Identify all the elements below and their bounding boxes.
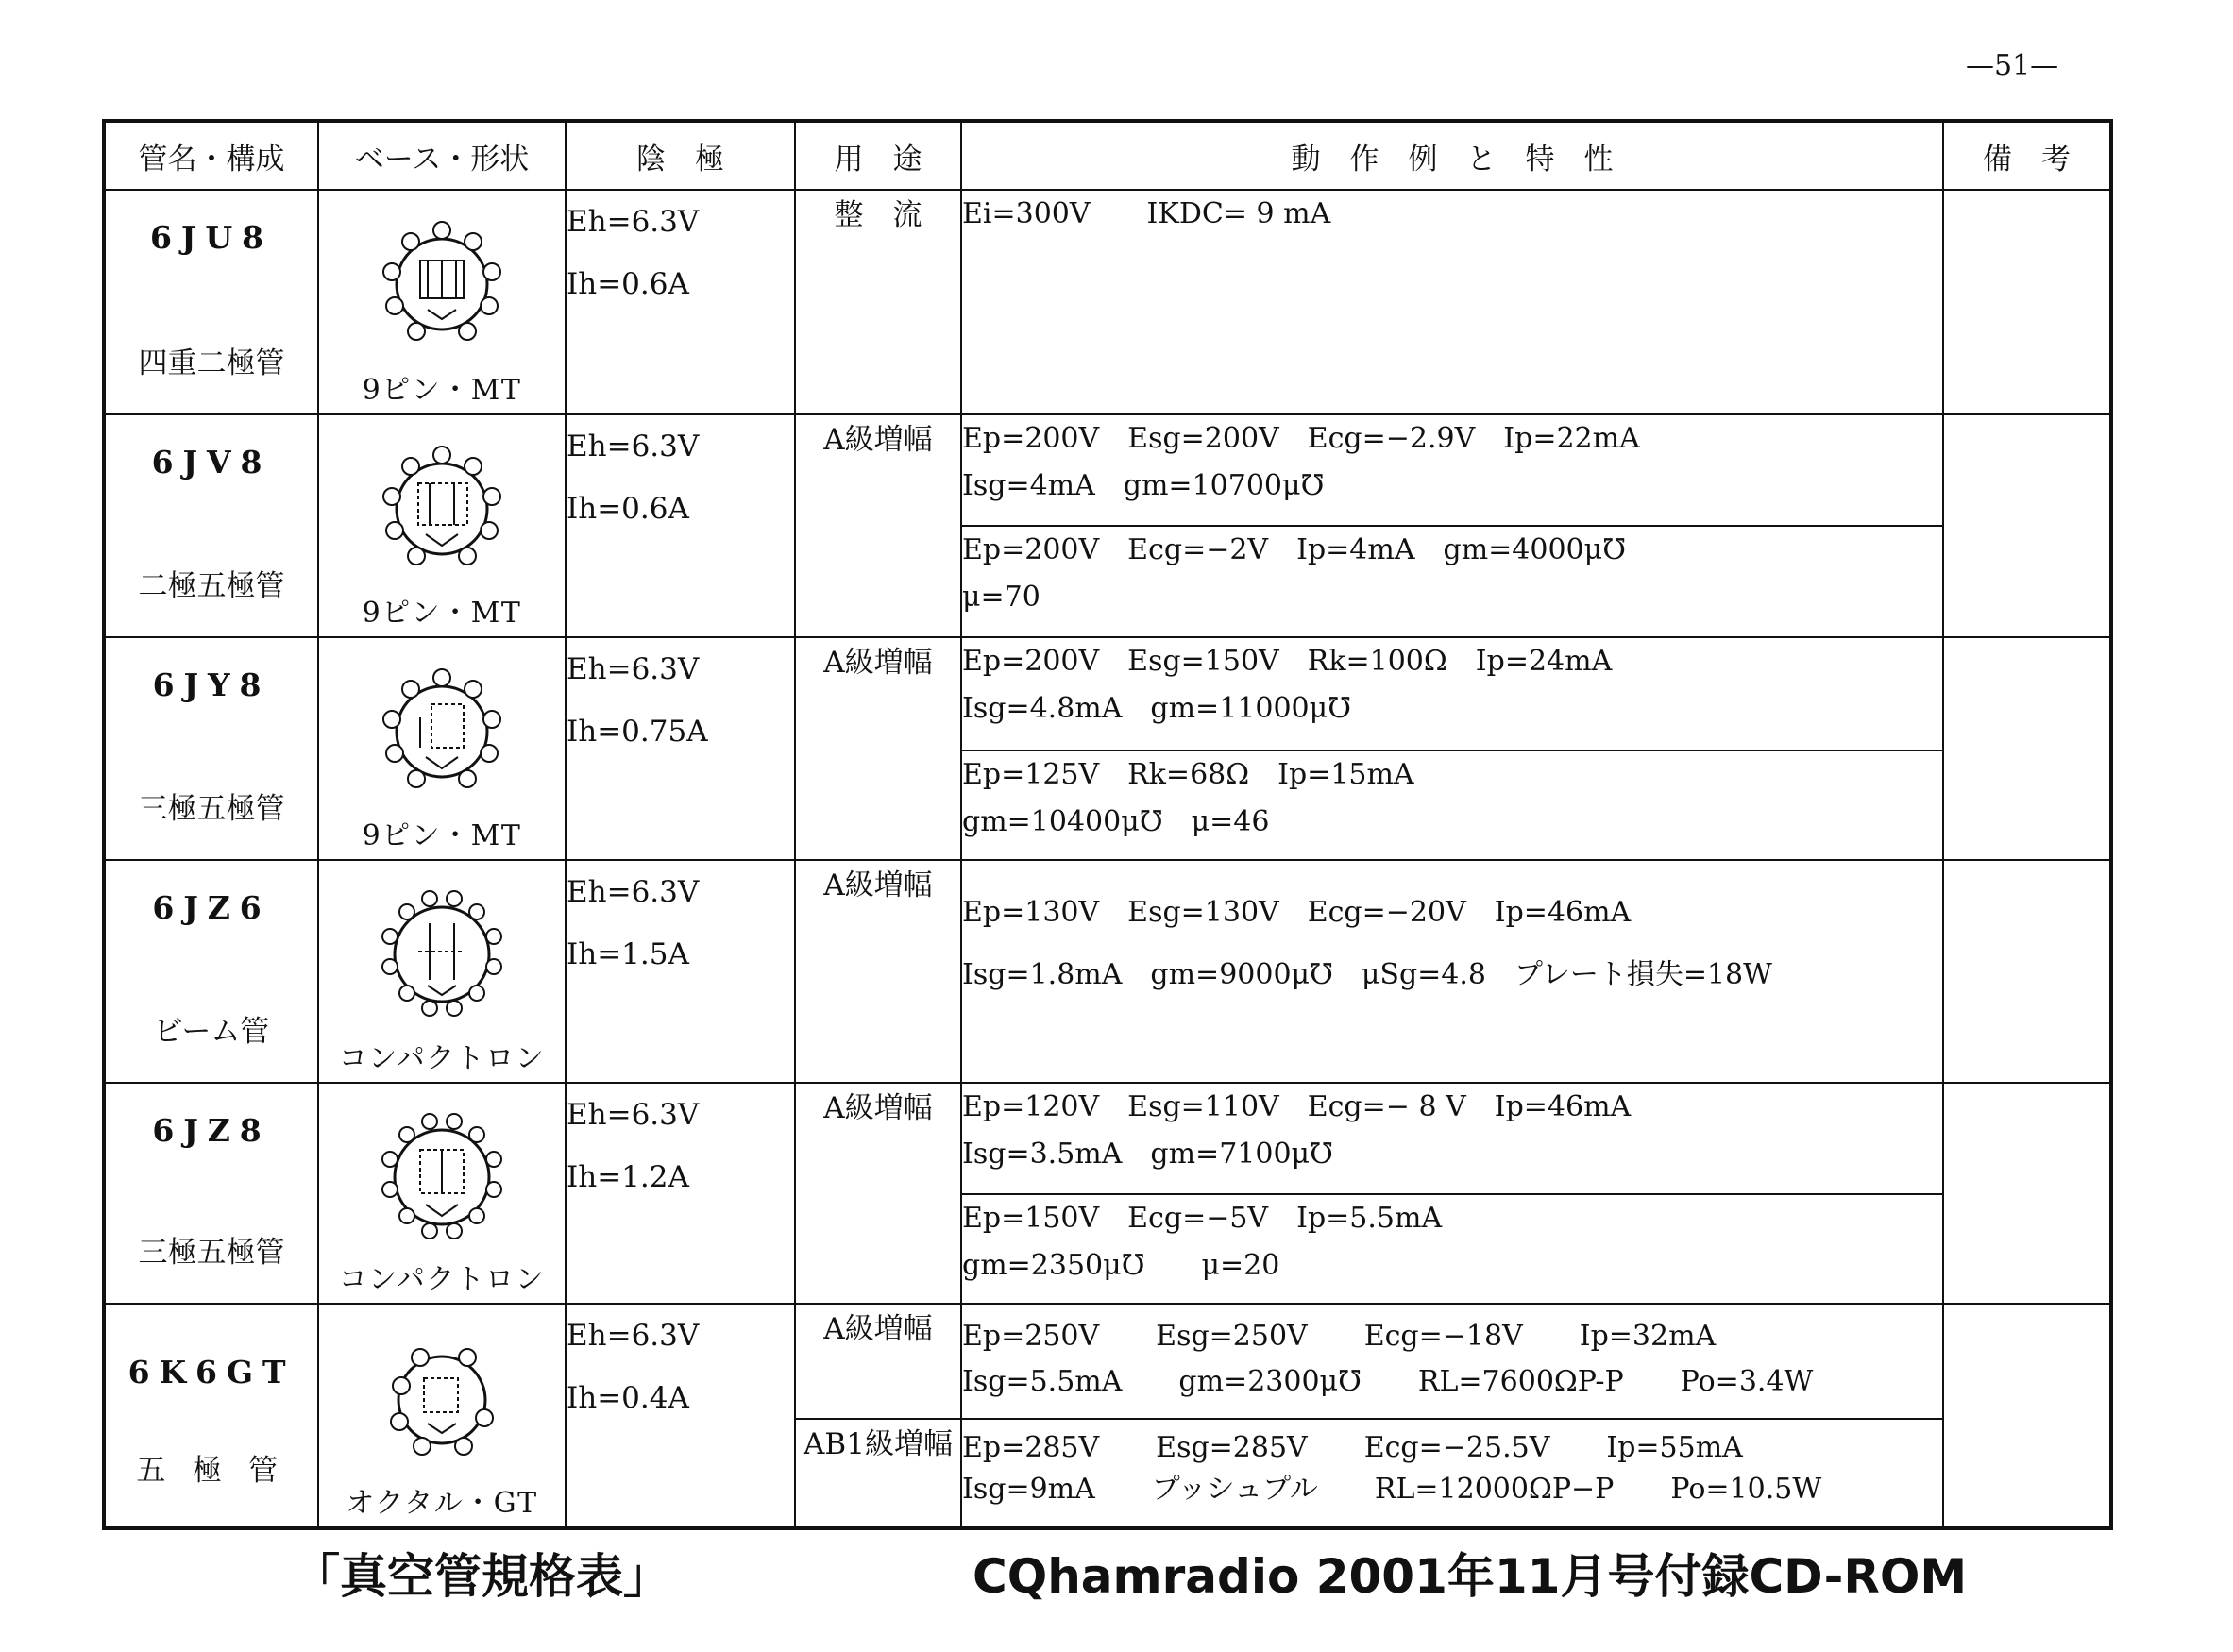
pin-diagram-icon (362, 651, 522, 812)
notes-cell (1943, 1083, 2111, 1304)
heater-current: Ih=0.6A (567, 492, 689, 526)
notes-cell (1943, 860, 2111, 1083)
base-label: 9ピン・MT (362, 374, 522, 407)
ops-line: Ep=120V Esg=110V Ecg=− 8 V Ip=46mA (962, 1090, 1632, 1123)
base-label: コンパクトロン (338, 1263, 546, 1296)
ops-cell (961, 1083, 1943, 1194)
heater-voltage: Eh=6.3V (567, 1098, 700, 1132)
table-row (104, 1083, 2111, 1194)
cathode-cell (566, 1083, 795, 1304)
use-cell: A級増幅 (795, 414, 961, 637)
header-name: 管名・構成 (104, 121, 318, 190)
notes-cell (1943, 190, 2111, 414)
notes-cell (1943, 1304, 2111, 1528)
ops-line: Isg=3.5mA gm=7100μ℧ (962, 1138, 1333, 1171)
name-cell (104, 1304, 318, 1528)
base-label: コンパクトロン (338, 1042, 546, 1075)
base-label: 9ピン・MT (362, 819, 522, 852)
ops-line: gm=2350μ℧ μ=20 (962, 1249, 1280, 1282)
footer-title: 「真空管規格表」 (293, 1549, 670, 1604)
ops-cell (961, 1304, 1943, 1419)
base-cell (318, 637, 566, 860)
base-cell (318, 1083, 566, 1304)
heater-voltage: Eh=6.3V (567, 205, 700, 239)
tube-type: ビーム管 (153, 1015, 270, 1049)
tube-name: 6JZ6 (152, 889, 271, 926)
table-row (104, 1304, 2111, 1419)
ops-line: gm=10400μ℧ μ=46 (962, 805, 1270, 838)
cathode-cell (566, 637, 795, 860)
use-cell: A級増幅 (795, 860, 961, 1083)
ops-line: Isg=4mA gm=10700μ℧ (962, 469, 1325, 502)
ops-line: Isg=4.8mA gm=11000μ℧ (962, 692, 1352, 725)
heater-voltage: Eh=6.3V (567, 875, 700, 909)
table-row (104, 414, 2111, 526)
ops-line: Isg=1.8mA gm=9000μ℧ μSg=4.8 プレート損失=18W (962, 958, 1772, 991)
ops-cell (961, 190, 1943, 414)
ops-line: Ep=250V Esg=250V Ecg=−18V Ip=32mA (962, 1320, 1717, 1353)
pin-diagram-icon (362, 204, 522, 364)
use-cell: A級増幅 (795, 1304, 961, 1419)
cathode-cell (566, 190, 795, 414)
ops-cell (961, 637, 1943, 750)
header-use: 用 途 (795, 121, 961, 190)
name-cell (104, 1083, 318, 1304)
ops-cell (961, 1194, 1943, 1304)
header-base: ベース・形状 (318, 121, 566, 190)
name-cell (104, 860, 318, 1083)
header-notes: 備 考 (1943, 121, 2111, 190)
ops-line: Ei=300V IKDC= 9 mA (962, 197, 1331, 230)
ops-line: Isg=9mA プッシュプル RL=12000ΩP−P Po=10.5W (962, 1473, 1822, 1506)
use-cell: AB1級増幅 (795, 1419, 961, 1528)
pin-diagram-icon (362, 1097, 522, 1257)
name-cell (104, 414, 318, 637)
heater-voltage: Eh=6.3V (567, 430, 700, 464)
notes-cell (1943, 637, 2111, 860)
notes-cell (1943, 414, 2111, 637)
use-cell: A級増幅 (795, 1083, 961, 1304)
ops-line: Ep=130V Esg=130V Ecg=−20V Ip=46mA (962, 896, 1632, 929)
base-cell (318, 1304, 566, 1528)
tube-type: 三極五極管 (138, 1236, 285, 1270)
ops-cell (961, 860, 1943, 1083)
pin-diagram-icon (362, 429, 522, 589)
heater-voltage: Eh=6.3V (567, 1319, 700, 1353)
name-cell (104, 190, 318, 414)
use-cell: A級増幅 (795, 637, 961, 860)
heater-current: Ih=1.2A (567, 1160, 689, 1194)
ops-line: Ep=150V Ecg=−5V Ip=5.5mA (962, 1202, 1443, 1235)
ops-cell (961, 526, 1943, 637)
ops-line: Isg=5.5mA gm=2300μ℧ RL=7600ΩP-P Po=3.4W (962, 1365, 1814, 1398)
tube-type: 三極五極管 (138, 792, 285, 826)
base-cell (318, 414, 566, 637)
ops-line: Ep=200V Esg=200V Ecg=−2.9V Ip=22mA (962, 422, 1640, 455)
tube-type: 五 極 管 (136, 1454, 287, 1488)
tube-name: 6JV8 (151, 444, 272, 480)
pin-diagram-icon (362, 1320, 522, 1480)
ops-cell (961, 414, 1943, 526)
heater-current: Ih=0.6A (567, 267, 689, 301)
ops-line: Ep=285V Esg=285V Ecg=−25.5V Ip=55mA (962, 1431, 1743, 1464)
base-label: オクタル・GT (346, 1487, 538, 1520)
header-ops: 動 作 例 と 特 性 (961, 121, 1943, 190)
tube-name: 6JU8 (150, 219, 273, 256)
base-cell (318, 190, 566, 414)
ops-line: μ=70 (962, 581, 1040, 614)
tube-name: 6JZ8 (152, 1112, 271, 1149)
ops-line: Ep=125V Rk=68Ω Ip=15mA (962, 758, 1414, 791)
ops-line: Ep=200V Ecg=−2V Ip=4mA gm=4000μ℧ (962, 533, 1626, 566)
heater-current: Ih=0.75A (567, 715, 708, 749)
header-cathode: 陰 極 (566, 121, 795, 190)
name-cell (104, 637, 318, 860)
tube-spec-table (102, 119, 2113, 1530)
ops-line: Ep=200V Esg=150V Rk=100Ω Ip=24mA (962, 645, 1613, 678)
use-cell: 整 流 (795, 190, 961, 414)
tube-name: 6JY8 (152, 666, 271, 703)
ops-cell (961, 1419, 1943, 1528)
heater-current: Ih=1.5A (567, 937, 689, 971)
cathode-cell (566, 414, 795, 637)
table-row (104, 190, 2111, 414)
heater-voltage: Eh=6.3V (567, 652, 700, 686)
base-cell (318, 860, 566, 1083)
ops-cell (961, 750, 1943, 860)
heater-current: Ih=0.4A (567, 1381, 689, 1415)
tube-type: 四重二極管 (138, 346, 285, 380)
pin-diagram-icon (362, 874, 522, 1035)
tube-name: 6K6GT (127, 1354, 296, 1391)
table-row (104, 860, 2111, 1083)
cathode-cell (566, 860, 795, 1083)
page-number: —51— (1966, 49, 2059, 82)
table-row (104, 637, 2111, 750)
cathode-cell (566, 1304, 795, 1528)
footer-source: CQhamradio 2001年11月号付録CD-ROM (973, 1549, 1968, 1604)
tube-type: 二極五極管 (138, 569, 285, 603)
header-row (104, 121, 2111, 190)
base-label: 9ピン・MT (362, 597, 522, 630)
